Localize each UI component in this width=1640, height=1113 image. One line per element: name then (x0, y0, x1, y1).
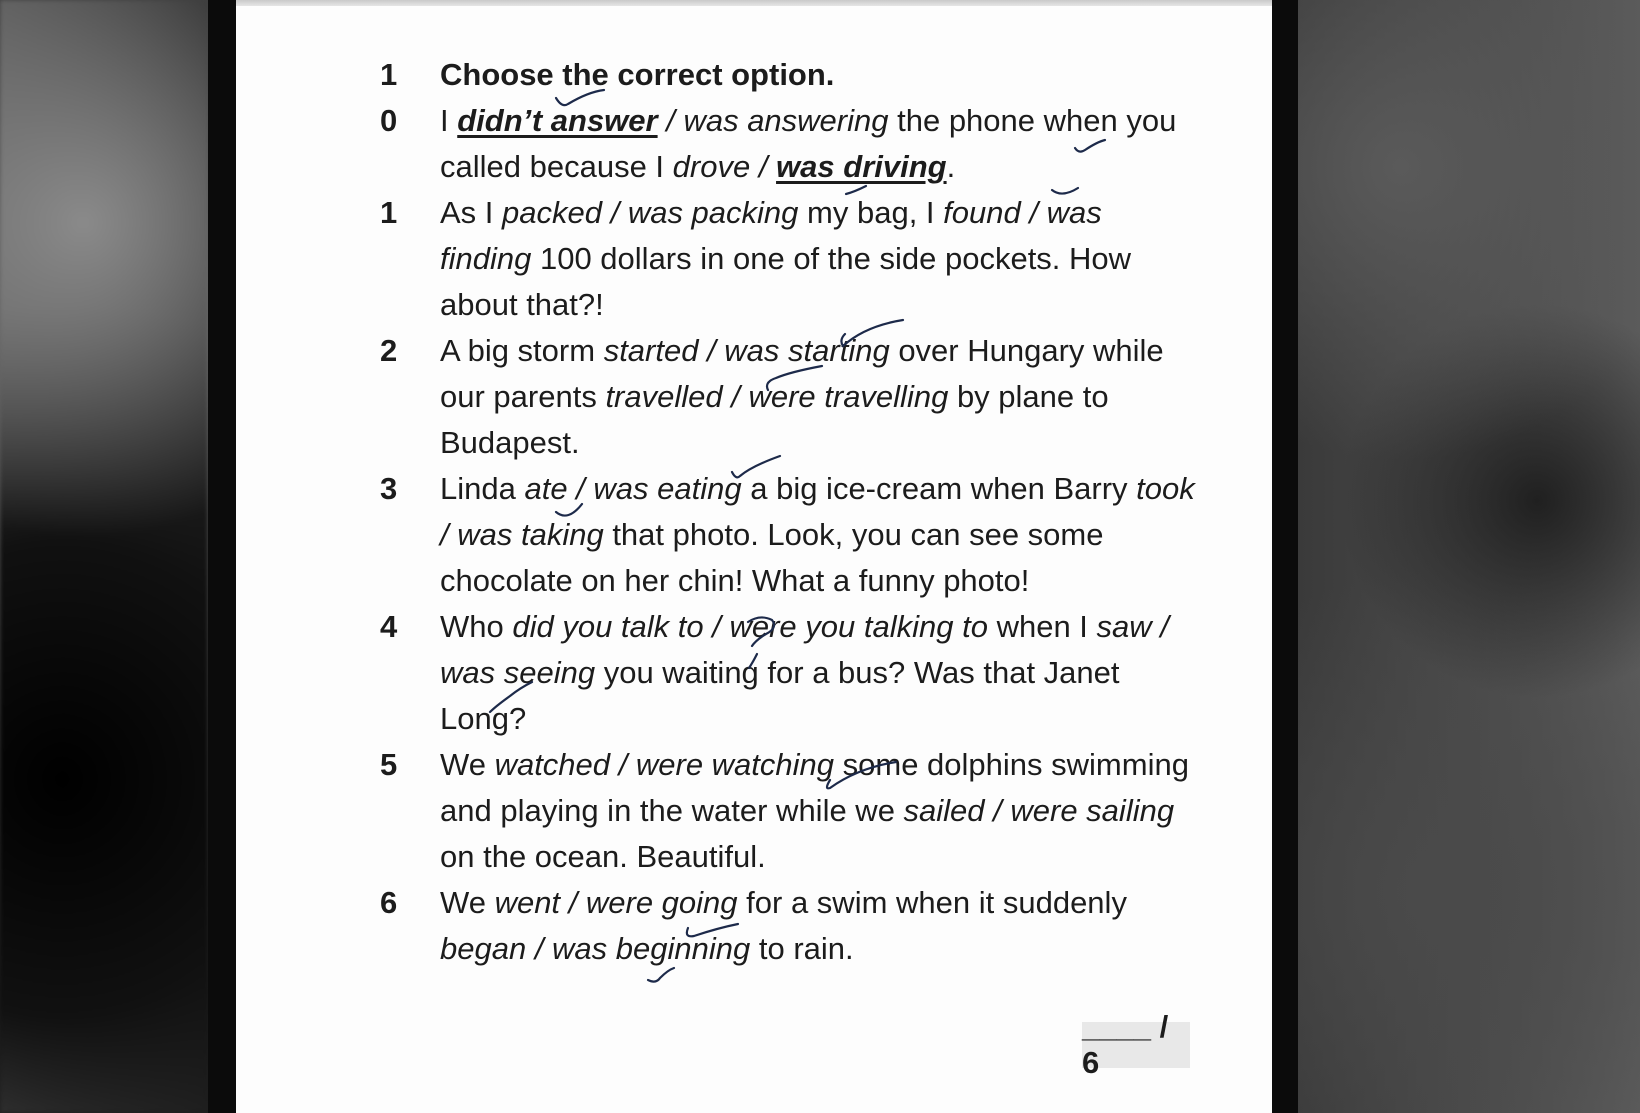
selected-option: didn’t answer (457, 103, 658, 138)
item-sentence (440, 190, 1200, 328)
sentence-text: I (440, 103, 458, 138)
answer-option: started / was starting (603, 333, 890, 368)
sentence-text: on the ocean. Beautiful. (440, 839, 766, 874)
sentence-text: by plane to Budapest. (440, 379, 1109, 460)
item-sentence (440, 742, 1200, 880)
sentence-text: when I (987, 609, 1097, 644)
exercise-item-3 (380, 466, 1200, 604)
sentence-text: the phone when you called because I (440, 103, 1177, 184)
sentence-text: to rain. (750, 931, 854, 966)
item-number: 1 (380, 195, 398, 230)
item-number: 3 (380, 471, 398, 506)
answer-option: took / was taking (440, 471, 1195, 552)
sentence-text: A big storm (440, 333, 604, 368)
exercise-item-2 (380, 328, 1200, 466)
selected-option: was driving (776, 149, 947, 184)
sentence-text: that photo. Look, you can see some chocolate on her chin! What a funny photo! (440, 517, 1104, 598)
sentence-text: . (946, 149, 956, 184)
answer-option: drove / (672, 149, 777, 184)
item-sentence (440, 328, 1200, 466)
item-number: 6 (380, 885, 398, 920)
item-number: 0 (380, 103, 398, 138)
answer-option: packed / was packing (502, 195, 799, 230)
answer-option: ate / was eating (524, 471, 742, 506)
blurred-background-right (1298, 0, 1640, 1113)
sentence-text: you waiting for a bus? Was that Janet Long? (440, 655, 1120, 736)
answer-option: sailed / were sailing (903, 793, 1175, 828)
sentence-text: for a swim when it suddenly (737, 885, 1127, 920)
answer-option: began / was beginning (440, 931, 751, 966)
sentence-text: As I (440, 195, 503, 230)
exercise-item-1 (380, 190, 1200, 328)
blurred-background-left (0, 0, 208, 1113)
sentence-text: some dolphins swimming and playing in the water while we (440, 747, 1189, 828)
exercise-item-0 (380, 98, 1200, 190)
item-number: 2 (380, 333, 398, 368)
exercise-number: 1 (380, 57, 398, 92)
item-number: 5 (380, 747, 398, 782)
answer-option: watched / were watching (494, 747, 835, 782)
answer-option: / was answering (657, 103, 889, 138)
sentence-text: a big ice-cream when Barry (741, 471, 1137, 506)
item-sentence (440, 604, 1200, 742)
answer-option: went / were going (494, 885, 738, 920)
sentence-text: Who (440, 609, 513, 644)
exercise-instruction: Choose the correct option. (440, 57, 835, 92)
sentence-text: my bag, I (798, 195, 944, 230)
exercise-item-4 (380, 604, 1200, 742)
sentence-text: We (440, 885, 495, 920)
sentence-text: We (440, 747, 495, 782)
exercise-item-6 (380, 880, 1200, 972)
item-sentence (440, 98, 1200, 190)
item-sentence (440, 466, 1200, 604)
sentence-text: over Hungary while our parents (440, 333, 1164, 414)
exercise-content (380, 52, 1200, 972)
answer-option: travelled / were travelling (605, 379, 949, 414)
sentence-text: Linda (440, 471, 525, 506)
score-box: ____ / 6 (1082, 1022, 1190, 1068)
exercise-heading (380, 52, 1200, 98)
item-number: 4 (380, 609, 398, 644)
exercise-item-5 (380, 742, 1200, 880)
item-sentence (440, 880, 1200, 972)
sentence-text: 100 dollars in one of the side pockets. How about that?! (440, 241, 1132, 322)
answer-option: saw / was seeing (440, 609, 1169, 690)
answer-option: found / was finding (440, 195, 1102, 276)
exercise-items (380, 98, 1200, 972)
answer-option: did you talk to / were you talking to (512, 609, 988, 644)
